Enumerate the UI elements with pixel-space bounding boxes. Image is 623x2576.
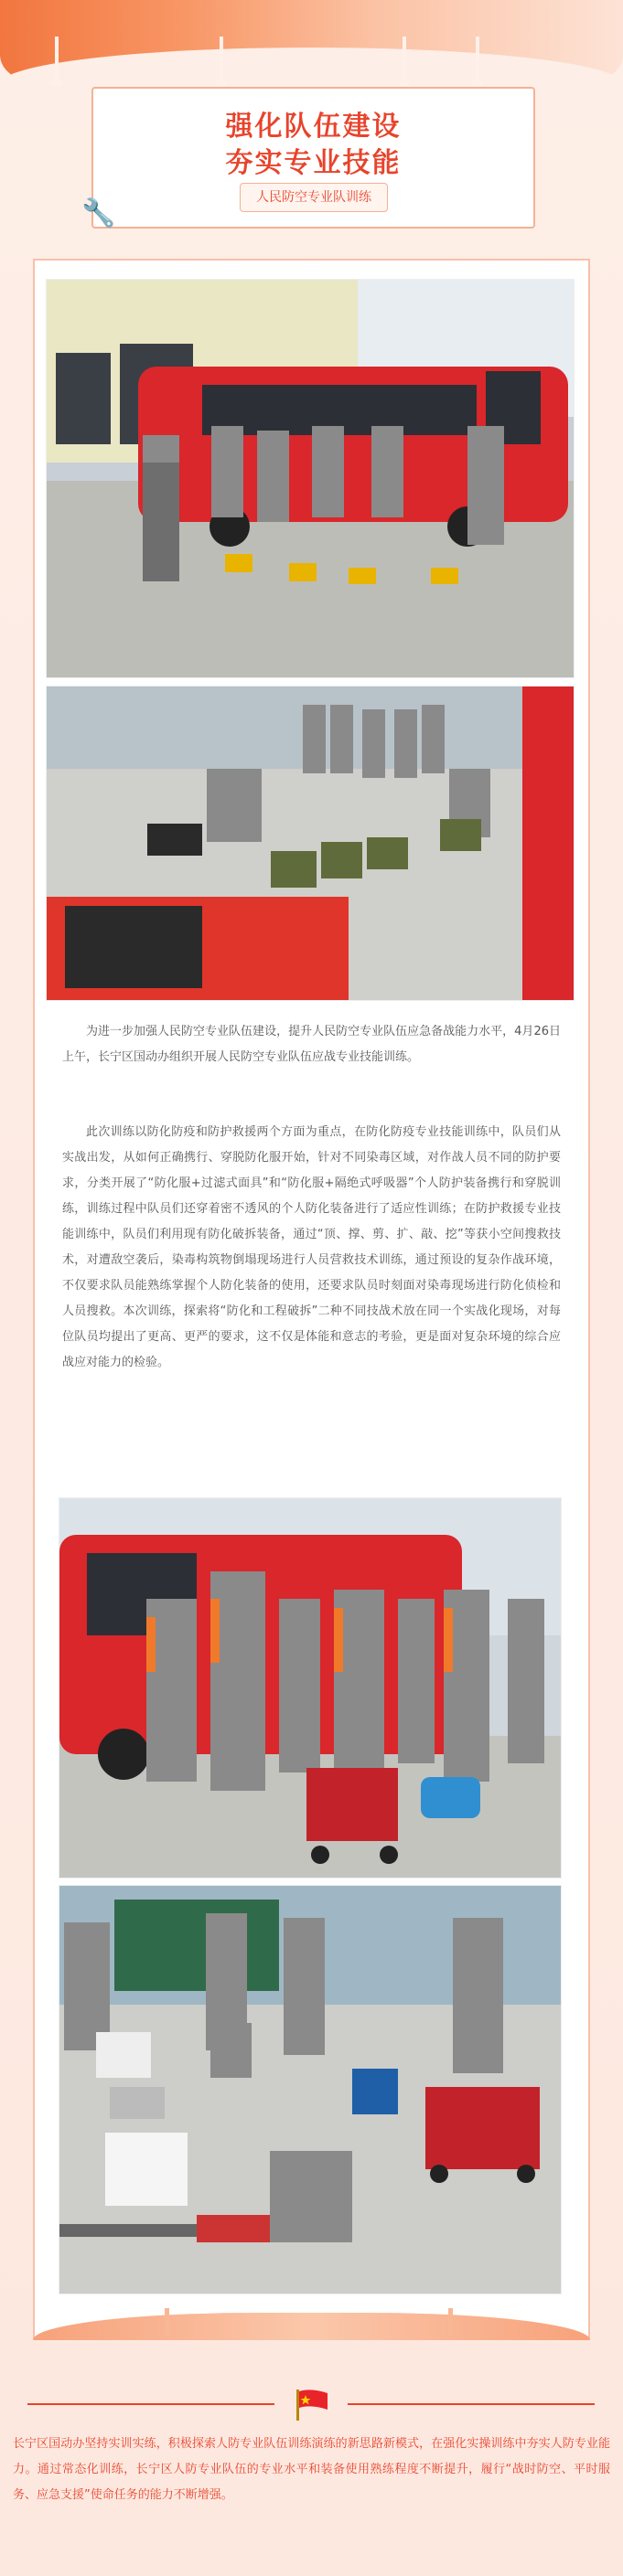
footer-summary: 长宁区国动办坚持实训实练，积极探索人防专业队伍训练演练的新思路新模式，在强化实操训练中夯实人防专业能力。通过常态化训练，长宁区人防专业队伍的专业水平和装备使用熟练程度不断提升，履行“战时防空、平时服务、应急支援”使命任务的能力不断增强。: [13, 2437, 610, 2502]
flag-icon: [291, 2386, 331, 2422]
decorative-pillar: [165, 2308, 169, 2336]
decorative-pillar: [55, 37, 59, 82]
page-title-line2: 夯实专业技能: [225, 147, 402, 179]
article-paragraph-1: 为进一步加强人民防空专业队伍建设，提升人民防空专业队伍应急备战能力水平，4月26日上午，长宁区国动办组织开展人民防空专业队伍应战专业技能训练。: [62, 1025, 561, 1064]
page-title-line1: 强化队伍建设: [225, 111, 402, 143]
photo-team-briefing: [46, 279, 575, 678]
wrench-icon: 🔧: [81, 197, 116, 229]
decorative-pillar: [476, 37, 479, 82]
decorative-pillar: [448, 2308, 453, 2336]
top-wave: [0, 48, 623, 84]
decorative-pillar: [220, 37, 223, 82]
decorative-pillar: [403, 37, 406, 82]
subtitle-badge: 人民防空专业队训练: [240, 183, 388, 212]
article-paragraph-2: 此次训练以防化防疫和防护救援两个方面为重点，在防化防疫专业技能训练中，队员们从实战出发，从如何正确携行、穿脱防化服开始，针对不同染毒区域，对作战人员不同的防护要求，分类开展了“防化服+过滤式面具”和“防化服+隔绝式呼吸器”个人防护装备携行和穿脱训练，训练过程中队员们还穿着密不透风的个人防化装备进行了适应性训练；在防护救援专业技能训练中，队员们利用现有防化破拆装备，通过“顶、撑、剪、扩、敲、挖”等获小空间搜救技术，对遭敌空袭后，染毒构筑物倒塌现场进行人员营救技术训练，通过预设的复杂作战环境，不仅要求队员能熟练掌握个人防化装备的使用，还要求队员时刻面对染毒现场进行防化侦检和人员搜救。本次训练，探索将“防化和工程破拆”二种不同技战术放在同一个实战化现场，对每位队员均提出了更高、更严的要求，这不仅是体能和意志的考验，更是面对复杂环境的综合应战应对能力的检验。: [62, 1125, 561, 1369]
photo-equipment-check: [46, 686, 575, 1001]
photo-demolition-tools: [59, 1885, 562, 2294]
title-card: [91, 87, 535, 229]
photo-team-with-generator: [59, 1497, 562, 1879]
top-decorative-band: [0, 0, 623, 82]
divider-left: [27, 2403, 274, 2405]
divider-right: [348, 2403, 595, 2405]
